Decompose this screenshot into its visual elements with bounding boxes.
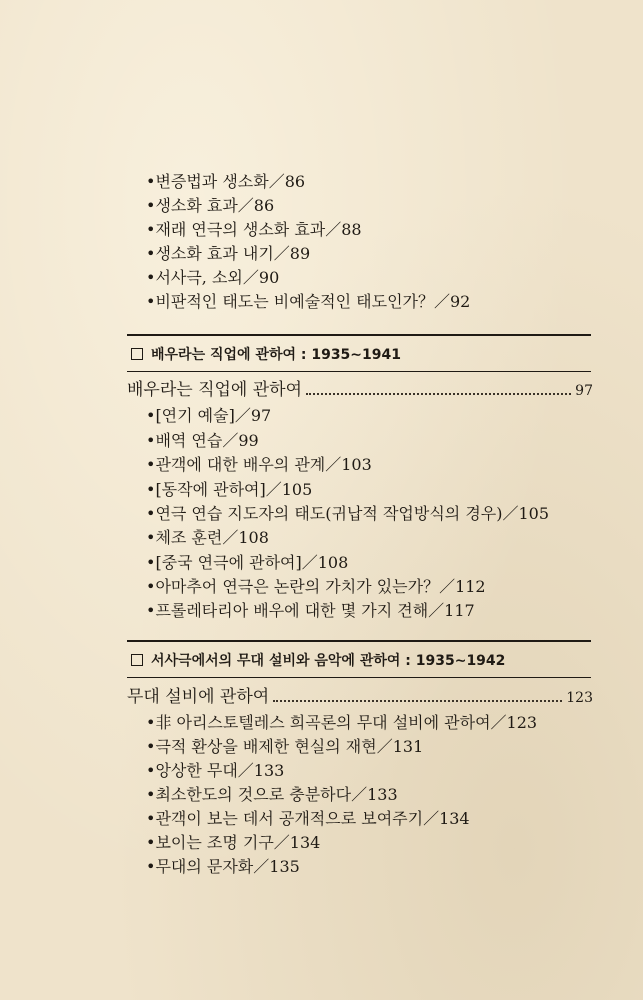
toc-entry: •생소화 효과 내기／89	[146, 244, 311, 263]
toc-entry: •생소화 효과／86	[146, 196, 275, 215]
chapter-page-number: 97	[575, 383, 593, 399]
section-heading-stage	[127, 640, 591, 678]
toc-entry: •관객에 대한 배우의 관계／103	[146, 455, 372, 474]
toc-entry: •앙상한 무대／133	[146, 761, 285, 780]
toc-entry: •[연기 예술]／97	[146, 406, 272, 425]
toc-entry: •[동작에 관하여]／105	[146, 480, 313, 499]
toc-entry: •서사극, 소외／90	[146, 268, 280, 287]
toc-entry: •[중국 연극에 관하여]／108	[146, 553, 349, 572]
chapter-line-actor	[127, 379, 593, 402]
checkbox-square-icon	[131, 348, 143, 360]
chapter-page-number: 123	[566, 690, 593, 706]
toc-entry: •연극 연습 지도자의 태도(귀납적 작업방식의 경우)／105	[146, 504, 550, 523]
section-heading-text: 배우라는 직업에 관하여 : 1935∼1941	[151, 346, 401, 363]
toc-entry: •체조 훈련／108	[146, 528, 269, 547]
toc-entry: •관객이 보는 데서 공개적으로 보여주기／134	[146, 809, 470, 828]
chapter-line-stage	[127, 686, 593, 709]
toc-entry: •비판적인 태도는 비예술적인 태도인가？／92	[146, 292, 471, 311]
dot-leader	[273, 700, 562, 702]
toc-entry: •배역 연습／99	[146, 431, 259, 450]
section-heading-actor	[127, 334, 591, 372]
dot-leader	[306, 393, 571, 395]
toc-entry: •재래 연극의 생소화 효과／88	[146, 220, 362, 239]
chapter-title: 배우라는 직업에 관하여	[127, 380, 303, 400]
toc-entry: •변증법과 생소화／86	[146, 172, 306, 191]
toc-entry: •非 아리스토텔레스 희곡론의 무대 설비에 관하여／123	[146, 713, 538, 732]
chapter-title: 무대 설비에 관하여	[127, 687, 270, 707]
toc-entry: •무대의 문자화／135	[146, 857, 300, 876]
toc-entry: •아마추어 연극은 논란의 가치가 있는가？／112	[146, 577, 486, 596]
toc-entry: •보이는 조명 기구／134	[146, 833, 321, 852]
toc-entry: •극적 환상을 배제한 현실의 재현／131	[146, 737, 424, 756]
checkbox-square-icon	[131, 654, 143, 666]
toc-entry: •프롤레타리아 배우에 대한 몇 가지 견해／117	[146, 601, 475, 620]
toc-entry: •최소한도의 것으로 충분하다／133	[146, 785, 398, 804]
section-heading-text: 서사극에서의 무대 설비와 음악에 관하여 : 1935∼1942	[151, 652, 506, 669]
